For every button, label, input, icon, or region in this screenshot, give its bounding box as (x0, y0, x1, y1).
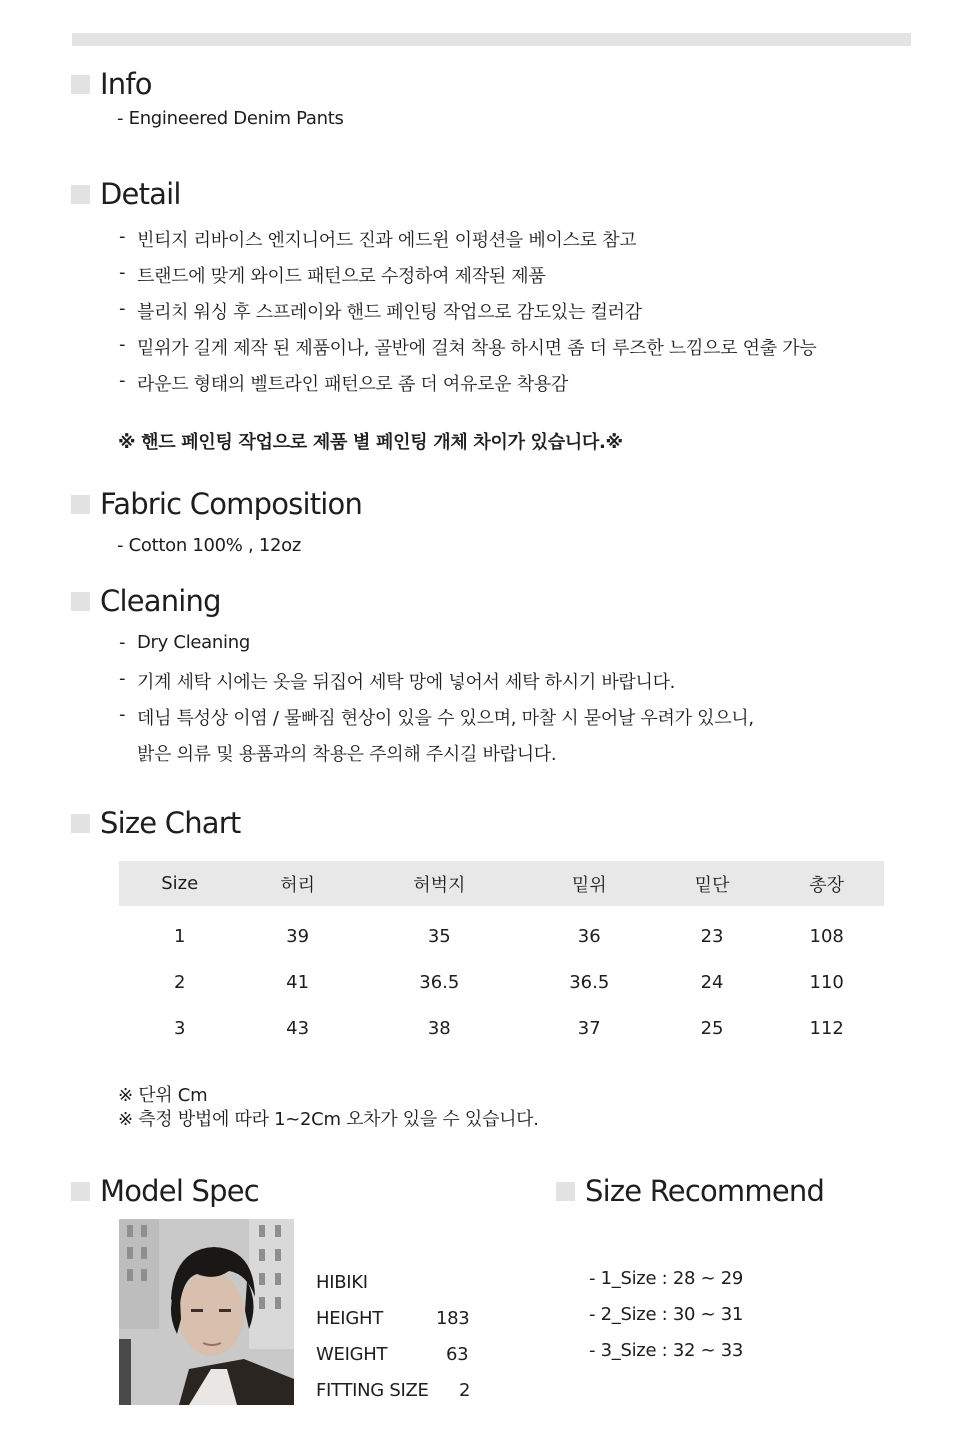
detail-section-header (71, 177, 181, 211)
table-cell: 36 (577, 925, 601, 947)
size-recommend-title: Size Recommend (585, 1174, 825, 1208)
model-spec-title: Model Spec (100, 1174, 259, 1208)
cleaning-item: - 기계 세탁 시에는 옷을 뒤집어 세탁 망에 넣어서 세탁 하시기 바랍니다. (119, 668, 676, 693)
detail-title: Detail (100, 177, 181, 211)
section-square-icon (71, 1182, 90, 1201)
section-square-icon (71, 75, 90, 94)
table-cell: 1 (173, 925, 186, 947)
cleaning-item-continuation: 밝은 의류 및 용품과의 착용은 주의해 주시길 바랍니다. (137, 744, 557, 765)
detail-item: - 밑위가 길게 제작 된 제품이나, 골반에 걸쳐 착용 하시면 좀 더 루즈한 느낌으로 연출 가능 (119, 334, 817, 359)
model-spec-section-header (71, 1174, 259, 1208)
table-cell: 3 (173, 1017, 186, 1039)
table-cell: 108 (809, 925, 844, 947)
table-cell: 35 (427, 925, 451, 947)
info-item: - Engineered Denim Pants (117, 108, 344, 129)
table-cell: 37 (577, 1017, 601, 1039)
table-header-row (119, 861, 884, 906)
table-cell: 36.5 (569, 971, 610, 993)
model-photo (119, 1219, 294, 1405)
size-chart-note: ※ 측정 방법에 따라 1~2Cm 오차가 있을 수 있습니다. (118, 1109, 539, 1130)
cleaning-item: - Dry Cleaning (119, 632, 250, 653)
model-height-label: HEIGHT (316, 1308, 383, 1329)
header-cell: 허벅지 (355, 861, 524, 906)
info-title: Info (100, 67, 152, 101)
table-cell: 43 (286, 1017, 310, 1039)
fabric-title: Fabric Composition (100, 487, 363, 521)
header-cell: 허리 (240, 861, 355, 906)
header-cell: 밑위 (524, 861, 655, 906)
table-cell: 24 (700, 971, 724, 993)
model-weight-label: WEIGHT (316, 1344, 388, 1365)
size-recommend-item: - 2_Size : 30 ~ 31 (589, 1304, 744, 1325)
detail-item: - 트랜드에 맞게 와이드 패턴으로 수정하여 제작된 제품 (119, 262, 546, 287)
size-recommend-item: - 1_Size : 28 ~ 29 (589, 1268, 744, 1289)
table-row (119, 1005, 884, 1051)
table-cell: 41 (286, 971, 310, 993)
header-cell: Size (119, 861, 240, 906)
detail-item: - 블리치 워싱 후 스프레이와 핸드 페인팅 작업으로 감도있는 컬러감 (119, 298, 642, 323)
size-chart-table (119, 861, 884, 1051)
table-row (119, 906, 884, 959)
table-cell: 112 (809, 1017, 844, 1039)
model-fitting-label: FITTING SIZE (316, 1380, 429, 1401)
fabric-item: - Cotton 100% , 12oz (117, 535, 302, 556)
table-cell: 38 (427, 1017, 451, 1039)
table-cell: 39 (286, 925, 310, 947)
fabric-section-header (71, 487, 362, 521)
top-divider-bar (72, 33, 911, 46)
table-cell: 36.5 (419, 971, 460, 993)
section-square-icon (71, 185, 90, 204)
header-cell: 총장 (769, 861, 884, 906)
section-square-icon (71, 592, 90, 611)
header-cell: 밑단 (655, 861, 770, 906)
cleaning-item: - 데님 특성상 이염 / 물빠짐 현상이 있을 수 있으며, 마찰 시 묻어날 우려가 있으니, (119, 704, 754, 729)
section-square-icon (71, 814, 90, 833)
size-chart-section-header (71, 806, 240, 840)
table-cell: 110 (809, 971, 844, 993)
detail-item: - 빈티지 리바이스 엔지니어드 진과 에드윈 이펑션을 베이스로 참고 (119, 226, 637, 251)
table-cell: 2 (173, 971, 186, 993)
table-row (119, 959, 884, 1005)
size-recommend-item: - 3_Size : 32 ~ 33 (589, 1340, 744, 1361)
info-section-header (71, 67, 152, 101)
size-recommend-section-header (556, 1174, 824, 1208)
section-square-icon (71, 495, 90, 514)
section-square-icon (556, 1182, 575, 1201)
cleaning-title: Cleaning (100, 584, 221, 618)
table-cell: 25 (700, 1017, 724, 1039)
model-name: HIBIKI (316, 1272, 368, 1293)
table-cell: 23 (700, 925, 724, 947)
model-height-value: 183 (436, 1308, 470, 1329)
cleaning-section-header (71, 584, 221, 618)
detail-item: - 라운드 형태의 벨트라인 패턴으로 좀 더 여유로운 착용감 (119, 370, 568, 395)
size-chart-title: Size Chart (100, 806, 241, 840)
size-chart-note: ※ 단위 Cm (118, 1085, 208, 1106)
model-fitting-value: 2 (459, 1380, 471, 1401)
model-weight-value: 63 (446, 1344, 469, 1365)
detail-notice: ※ 핸드 페인팅 작업으로 제품 별 페인팅 개체 차이가 있습니다.※ (118, 432, 623, 453)
